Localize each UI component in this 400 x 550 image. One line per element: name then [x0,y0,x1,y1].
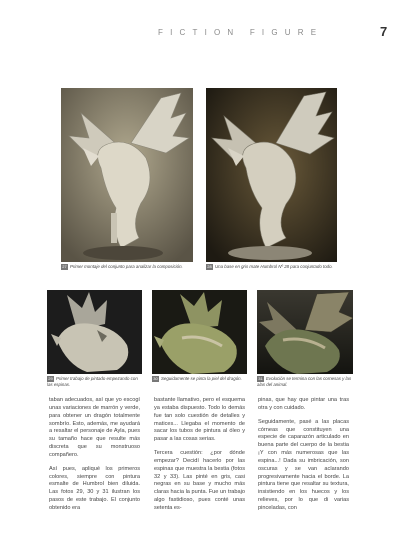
figure-number: 30 [153,376,158,381]
text-column-2 [154,397,245,519]
paragraph: Tercera cuestión: ¿por dónde empezar? Decidí hacerlo por las espinas que muestra la bestia (fotos 32 y 33). Las pinté en gris, casi negras en su base y mucho más claras hacia la punta. Fue un trabajo algo fastidioso, pues conté unas setenta es- [154,450,245,511]
magazine-title: FICTION FIGURE [158,28,324,37]
photo-plates-and-wings [257,290,353,374]
page-header [0,26,400,42]
text-column-3 [258,397,349,519]
figure-caption: 31 Evolución se termina con las cornesas y las alas del animal. [257,376,352,387]
paragraph: Seguidamente, pasé a las placas córneas que constituyen una especie de caparazón articulado en buena parte del cuerpo de la bestia ¡Y con más numerosas que las espina...! Dada su imbricación, son oscuras y se van aclarando progresivamente hacia el borde. La pintura tiene que resaltar su textura, insistiendo en los huecos y los relieves, por lo que di varias pinceladas, con [258,418,349,511]
photo-first-painting-spines [47,290,142,374]
paragraph: Así pues, apliqué los primeros colores, siempre con pintura esmalte de Humbrol bien diluida. Las fotos 29, 30 y 31 ilustran los pasos de este trabajo. El conjunto obtenido era [49,465,140,511]
photo-dragon-skin-painted [152,290,247,374]
photo-first-assembly [61,88,193,262]
paragraph: taban adecuados, así que yo escogí unas variaciones de marrón y verde, para obtener un dragón totalmente sombrío. Esto, además, me ayudará a resaltar el personaje de Ayla, pues su tamaño hace que resulte más discreta que su monstruoso compañero. [49,397,140,458]
figure-caption: 27 Primer montaje del conjunto para analizar la composición. [62,264,183,269]
photo-gray-base-coat [206,88,337,262]
paragraph: pinas, que hay que pintar una tras otra y con cuidado. [258,397,349,411]
page-number: 7 [380,24,388,39]
figure-number: 28 [207,264,212,269]
figure-caption: 28 Una base en gris mate Humbrol Nº 28 para conjuntado todo. [207,264,333,269]
paragraph: bastante llamativo, pero el esquema ya estaba dispuesto. Todo lo demás fue tan solo cuestión de detalles y matices... Llegaba el momento de sacar los tubos de pintura al óleo y pasar a las cosas serias. [154,397,245,443]
figure-number: 29 [48,376,53,381]
figure-caption: 29 Primer trabajo de pintado empezando con las espinas. [47,376,138,387]
figure-caption: 30 Seguidamente se pinta la piel del dragón. [153,376,242,381]
figure-number: 27 [62,264,67,269]
text-column-1 [49,397,140,519]
figure-number: 31 [258,376,263,381]
